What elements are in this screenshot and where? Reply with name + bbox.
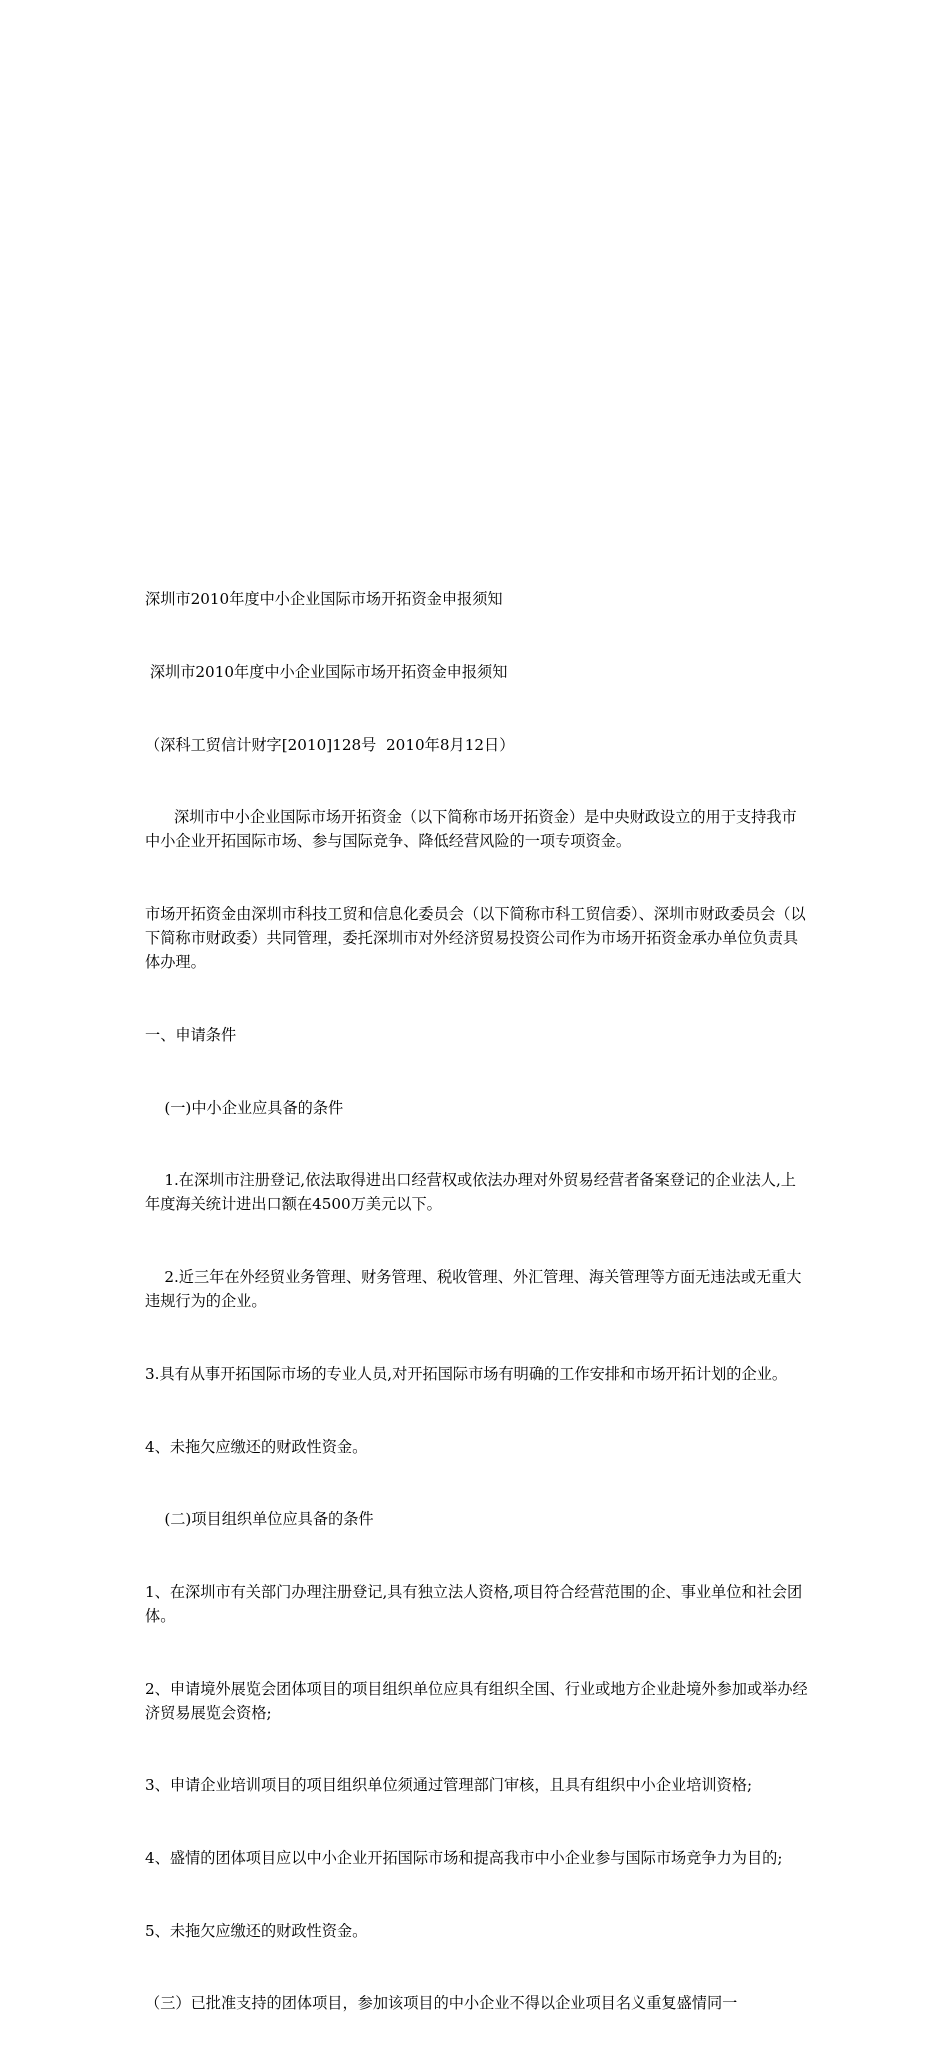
document-subtitle: 深圳市2010年度中小企业国际市场开拓资金申报须知 [145, 663, 508, 682]
list-item: 2、申请境外展览会团体项目的项目组织单位应具有组织全国、行业或地方企业赴境外参加或举办经济贸易展览会资格; [145, 1679, 808, 1722]
subsection-heading-approved: （三）已批准支持的团体项目，参加该项目的中小企业不得以企业项目名义重复盛情同一 [145, 1994, 738, 2013]
document-body [145, 539, 810, 2064]
paragraph-intro: 深圳市中小企业国际市场开拓资金（以下简称市场开拓资金）是中央财政设立的用于支持我市中小企业开拓国际市场、参与国际竞争、降低经营风险的一项专项资金。 [145, 808, 797, 851]
list-item: 2.近三年在外经贸业务管理、财务管理、税收管理、外汇管理、海关管理等方面无违法或无重大违规行为的企业。 [145, 1268, 802, 1311]
paragraph-management: 市场开拓资金由深圳市科技工贸和信息化委员会（以下简称市科工贸信委）、深圳市财政委员会（以下简称市财政委）共同管理，委托深圳市对外经济贸易投资公司作为市场开拓资金承办单位负责具体办理。 [145, 905, 806, 972]
list-item: 3、申请企业培训项目的项目组织单位须通过管理部门审核，且具有组织中小企业培训资格; [145, 1776, 753, 1795]
list-item: 3.具有从事开拓国际市场的专业人员,对开拓国际市场有明确的工作安排和市场开拓计划的企业。 [145, 1364, 788, 1383]
list-item: 1、在深圳市有关部门办理注册登记,具有独立法人资格,项目符合经营范围的企、事业单位和社会团体。 [145, 1582, 803, 1625]
document-reference: （深科工贸信计财字[2010]128号 2010年8月12日） [145, 735, 515, 754]
list-item: 4、未拖欠应缴还的财政性资金。 [145, 1437, 368, 1456]
subsection-heading-organizer: (二)项目组织单位应具备的条件 [145, 1510, 374, 1529]
section-heading-conditions: 一、申请条件 [145, 1026, 237, 1045]
list-item: 4、盛情的团体项目应以中小企业开拓国际市场和提高我市中小企业参与国际市场竞争力为目的; [145, 1848, 783, 1867]
subsection-heading-sme: (一)中小企业应具备的条件 [145, 1098, 344, 1117]
list-item: 5、未拖欠应缴还的财政性资金。 [145, 1921, 368, 1940]
list-item: 1.在深圳市注册登记,依法取得进出口经营权或依法办理对外贸易经营者备案登记的企业法人,上年度海关统计进出口额在4500万美元以下。 [145, 1171, 796, 1214]
document-title: 深圳市2010年度中小企业国际市场开拓资金申报须知 [145, 590, 503, 609]
